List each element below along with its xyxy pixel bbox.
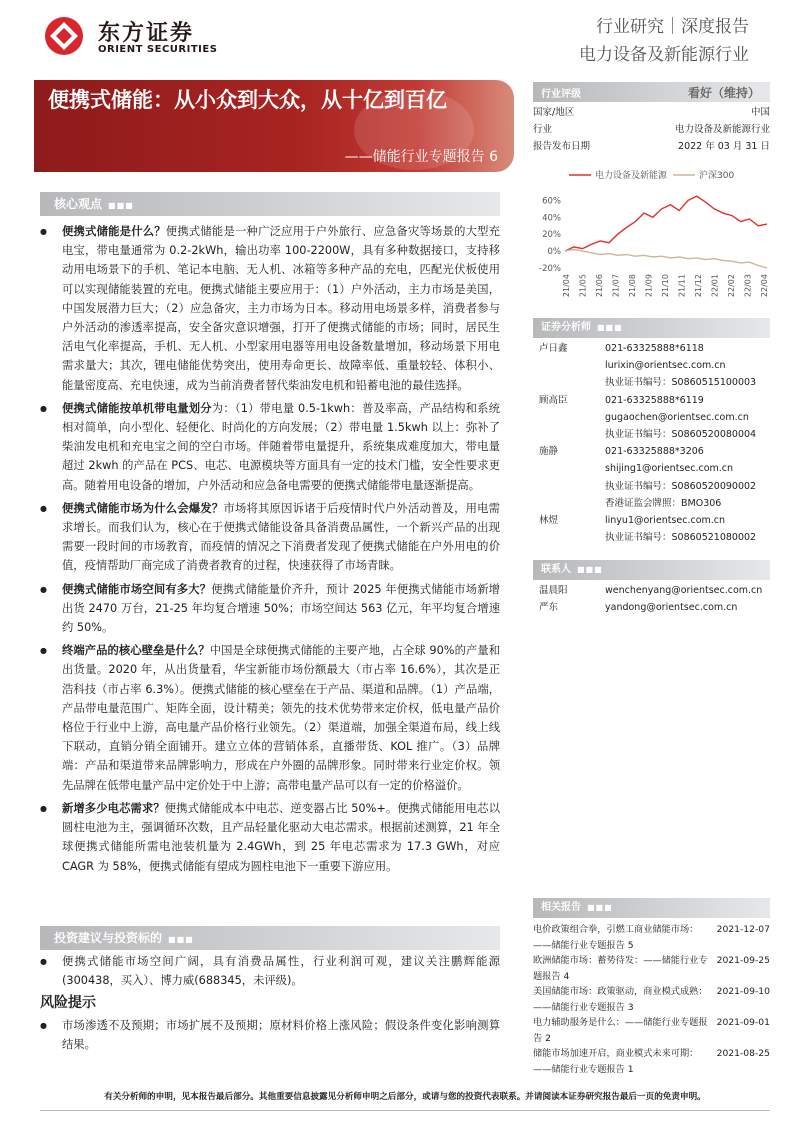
- info-key: 报告发布日期: [533, 141, 591, 152]
- risk-section-title: 风险提示: [40, 995, 96, 1011]
- analyst-detail: 香港证监会牌照：BMO306: [605, 497, 722, 509]
- info-row: [533, 138, 770, 155]
- y-tick-label: 40%: [542, 213, 561, 224]
- info-row: [533, 104, 770, 121]
- contact-name: 温晨阳: [539, 585, 568, 596]
- related-report-title[interactable]: 美国储能市场：政策驱动，商业模式成熟：——储能行业专题报告 3: [533, 986, 708, 1013]
- analyst-section-title: 证券分析师: [541, 322, 591, 333]
- point-text: 便携式储能是一种广泛应用于户外旅行、应急备灾等场景的大型充电宝，带电量通常为 0.2-2kWh，输出功率 100-2200W，具有多种数据接口，支持移动用电场景下的手机、笔记本电脑、无人机、冰箱等多种产品的充电，匹配光伏板使用可以实现储能装置的充电。便携式储能主要应用于：（1）户外活动，主力市场是美国，中国发展潜力巨大；（2）应急备灾，主力市场为日本。移动用电场景多样，消费者参与户外活动的渗透率提高，安全备灾意识增强，打开了便携式储能的市场；同时，居民生活电气化率提高，手机、无人机、小型家用电器等用电设备数量增加，移动场景下用电需求量大；其次，锂电储能优势突出，使用寿命更长、故障率低、重量较轻、体积小、能量密度高、充电快速，成为当前消费者替代柴油发电机和铅蓄电池的最佳选择。: [62, 225, 500, 392]
- title-banner: [34, 80, 514, 172]
- x-tick-label: 22/02: [727, 274, 736, 298]
- rating-value: 看好（维持）: [687, 86, 760, 100]
- risk-block: [40, 1016, 500, 1054]
- core-point: [40, 499, 500, 576]
- y-tick-label: 60%: [542, 196, 561, 207]
- info-value: 2022 年 03 月 31 日: [678, 141, 770, 152]
- x-axis-labels: [562, 274, 769, 297]
- analyst-email[interactable]: shijing1@orientsec.com.cn: [605, 463, 734, 475]
- related-report-date: 2021-12-07: [716, 924, 770, 935]
- related-report[interactable]: [533, 953, 770, 985]
- info-row: [533, 121, 770, 138]
- logo-text-cn: 东方证券: [98, 21, 195, 46]
- chart-lines: [565, 196, 767, 268]
- related-report-date: 2021-09-01: [716, 1017, 770, 1028]
- x-tick-label: 21/06: [595, 274, 604, 298]
- contact-email[interactable]: yandong@orientsec.com.cn: [605, 602, 738, 613]
- footer-divider: [40, 1110, 770, 1111]
- core-point: [40, 580, 500, 638]
- info-key: 国家/地区: [533, 107, 575, 118]
- performance-chart: [533, 164, 770, 300]
- point-head: 便携式储能市场空间有多大？: [62, 582, 212, 596]
- analyst-name: 顾高臣: [539, 394, 568, 406]
- x-tick-label: 21/07: [611, 274, 621, 298]
- point-head: 便携式储能市场为什么会爆发？: [62, 501, 224, 515]
- point-text: 便携式储能成本中电芯、逆变器占比 50%+。便携式储能用电芯以圆柱电池为主，强调循环次数，且产品轻量化驱动大电芯需求。根据前述测算，21 年全球便携式储能所需电池装机量为 2.4GWh，到 25 年电芯需求为 17.3 GWh，对应 CAGR 为 58%，便携式储能有望成为圆柱电池下一重要下游应用。: [62, 801, 500, 873]
- report-industry: 电力设备及新能源行业: [579, 45, 749, 65]
- x-tick-label: 22/03: [743, 274, 753, 298]
- related-section-header: [533, 898, 770, 918]
- orient-logo-icon: [44, 16, 84, 56]
- related-report-date: 2021-09-25: [716, 955, 770, 966]
- point-text: 便携式储能量价齐升，预计 2025 年便携式储能市场新增出货 2470 万台，21-25 年均复合增速 50%；市场空间达 563 亿元，年平均复合增速约 50%。: [62, 582, 500, 635]
- related-report[interactable]: [533, 1015, 770, 1047]
- analyst-detail: 执业证书编号：S0860520080004: [605, 429, 757, 440]
- related-report[interactable]: [533, 984, 770, 1016]
- y-tick-label: 0%: [547, 247, 561, 258]
- rating-label: 行业评级: [541, 89, 581, 100]
- point-head: 终端产品的核心壁垒是什么？: [62, 644, 210, 658]
- analyst-name: 林煜: [539, 515, 559, 526]
- footer-disclaimer: 有关分析师的申明，见本报告最后部分。其他重要信息披露见分析师申明之后部分，或请与您的投资代表联系。并请阅读本证券研究报告最后一页的免责申明。: [104, 1092, 706, 1102]
- dots-decoration: ■■■: [587, 903, 613, 912]
- analyst-detail: 021-63325888*6119: [605, 394, 704, 406]
- x-tick-label: 21/05: [578, 274, 588, 298]
- analyst-detail: 执业证书编号：S0860520090002: [605, 480, 757, 492]
- info-value: 中国: [750, 107, 770, 118]
- x-tick-label: 22/04: [760, 274, 769, 298]
- point-text: 市场将其原因诉诸于后疫情时代户外活动普及，用电需求增长。而我们认为，核心在于便携式储能设备具备消费品属性，一个新兴产品的出现需要一段时间的市场教育，而疫情的情况之下消费者发现了便携式储能在户外用电的价值，疫情帮助厂商完成了消费者教育的过程，快速获得了市场青睐。: [62, 501, 500, 573]
- core-section-title: 核心观点: [54, 197, 103, 211]
- report-title: 便携式储能：从小众到大众，从十亿到百亿: [48, 88, 447, 112]
- dots-decoration: ■■■: [597, 323, 623, 332]
- x-tick-label: 22/01: [710, 274, 720, 298]
- core-point: [40, 222, 500, 395]
- analyst-email[interactable]: lurixin@orientsec.com.cn: [605, 360, 726, 372]
- point-text: 为：（1）带电量 0.5-1kwh：普及率高，产品结构和系统相对简单，向小型化、轻便化、时尚化的方向发展；（2）带电量 1.5kwh 以上：弥补了柴油发电机和充电宝之间的空白市场。伴随着带电量提升，系统集成难度加大，带电量超过 2kwh 的产品在 PCS、电芯、电源模块等方面具有一定的技术门槛，安全性要求更高。随着用电设备的增加，户外活动和应急备电需要的便携式储能带电量逐渐提高。: [62, 401, 500, 492]
- legend-label: 沪深300: [699, 171, 735, 181]
- related-report-title[interactable]: 电价政策组合拳，引燃工商业储能市场：——储能行业专题报告 5: [533, 924, 699, 951]
- invest-section-header: [40, 926, 500, 950]
- point-head: 新增多少电芯需求？: [62, 801, 165, 815]
- x-tick-label: 21/10: [661, 274, 670, 298]
- chart-legend: [569, 169, 734, 181]
- x-tick-label: 21/09: [644, 274, 654, 298]
- related-report[interactable]: [533, 1046, 770, 1078]
- core-points: [40, 222, 500, 876]
- contact-section-header: [533, 560, 770, 580]
- related-report-title[interactable]: 电力辅助服务是什么：——储能行业专题报告 2: [533, 1017, 708, 1044]
- x-tick-label: 21/11: [677, 274, 687, 298]
- analyst-email[interactable]: linyu1@orientsec.com.cn: [605, 515, 726, 526]
- analyst-email[interactable]: gugaochen@orientsec.com.cn: [605, 411, 749, 423]
- y-tick-label: -20%: [539, 264, 561, 274]
- x-tick-label: 21/08: [628, 274, 637, 298]
- contact-section-title: 联系人: [541, 564, 571, 575]
- report-subtitle: ——储能行业专题报告 6: [344, 149, 498, 165]
- core-point: [40, 399, 500, 495]
- contact-name: 严东: [539, 602, 559, 613]
- dots-decoration: ■■■: [577, 565, 603, 574]
- dots-decoration: ■■■: [168, 935, 194, 944]
- y-tick-label: 20%: [542, 230, 561, 241]
- point-text: 中国是全球便携式储能的主要产地，占全球 90%的产量和出货量。2020 年，从出货量看，华宝新能市场份额最大（市占率 16.6%），其次是正浩科技（市占率 6.3%）。便携式储能的核心壁垒在于产品、渠道和品牌。（1）产品端，产品带电量范围广、矩阵全面，设计精美；领先的技术优势带来定价权，低电量产品价格位于行业中上游，高电量产品价格行业领先。（2）渠道端，加强全渠道布局，线上线下联动，直销分销全面铺开。建立立体的营销体系，直播带货、KOL 推广。（3）品牌端：产品和渠道带来品牌影响力，形成在户外圈的品牌形象。同时带来行业定价权。领先品牌在低带电量产品中定价处于中上游；高带电量产品可以有一定的价格溢价。: [62, 644, 500, 792]
- logo-text-en: ORIENT SECURITIES: [98, 44, 218, 55]
- core-point: [40, 641, 500, 795]
- related-report-title[interactable]: 储能市场加速开启，商业模式未来可期：——储能行业专题报告 1: [533, 1048, 699, 1075]
- analyst-name: 卢日鑫: [539, 343, 568, 354]
- analyst-section-header: [533, 318, 770, 338]
- point-head: 便携式储能按单机带电量划分: [62, 401, 212, 415]
- contact-email[interactable]: wenchenyang@orientsec.com.cn: [605, 585, 763, 596]
- point-head: 便携式储能是什么？: [62, 225, 166, 238]
- invest-section-title: 投资建议与投资标的: [54, 931, 163, 945]
- info-key: 行业: [533, 124, 553, 135]
- analyst-detail: 执业证书编号：S0860515100003: [605, 377, 757, 389]
- related-report[interactable]: [533, 922, 770, 954]
- risk-point: ● 市场渗透不及预期；市场扩展不及预期；原材料价格上涨风险；假设条件变化影响测算结果。: [40, 1016, 500, 1054]
- report-category: 行业研究｜深度报告: [596, 17, 749, 37]
- invest-block: [40, 952, 500, 990]
- analyst-name: 施静: [539, 446, 559, 458]
- info-value: 电力设备及新能源行业: [674, 124, 770, 135]
- analyst-detail: 021-63325888*3206: [605, 446, 704, 458]
- invest-point: ● 便携式储能市场空间广阔，具有消费品属性，行业利润可观，建议关注鹏辉能源(300438，买入）、博力威(688345，未评级)。: [40, 952, 500, 990]
- series-line: [565, 249, 767, 268]
- related-report-title[interactable]: 欧洲储能市场：蓄势待发：——储能行业专题报告 4: [533, 955, 708, 982]
- analyst-detail: 执业证书编号：S0860521080002: [605, 532, 757, 544]
- dots-decoration: ■■■: [108, 201, 134, 210]
- legend-label: 电力设备及新能源: [595, 171, 668, 181]
- core-section-header: [40, 192, 500, 216]
- x-tick-label: 21/04: [562, 274, 571, 298]
- related-section-title: 相关报告: [541, 902, 581, 913]
- x-tick-label: 21/12: [694, 274, 703, 298]
- series-line: [565, 196, 767, 251]
- related-report-date: 2021-09-10: [716, 986, 770, 997]
- core-point: [40, 799, 500, 876]
- y-axis-labels: [539, 196, 561, 274]
- analyst-detail: 021-63325888*6118: [605, 343, 704, 354]
- related-report-date: 2021-08-25: [716, 1048, 770, 1059]
- rating-bar: [533, 82, 770, 102]
